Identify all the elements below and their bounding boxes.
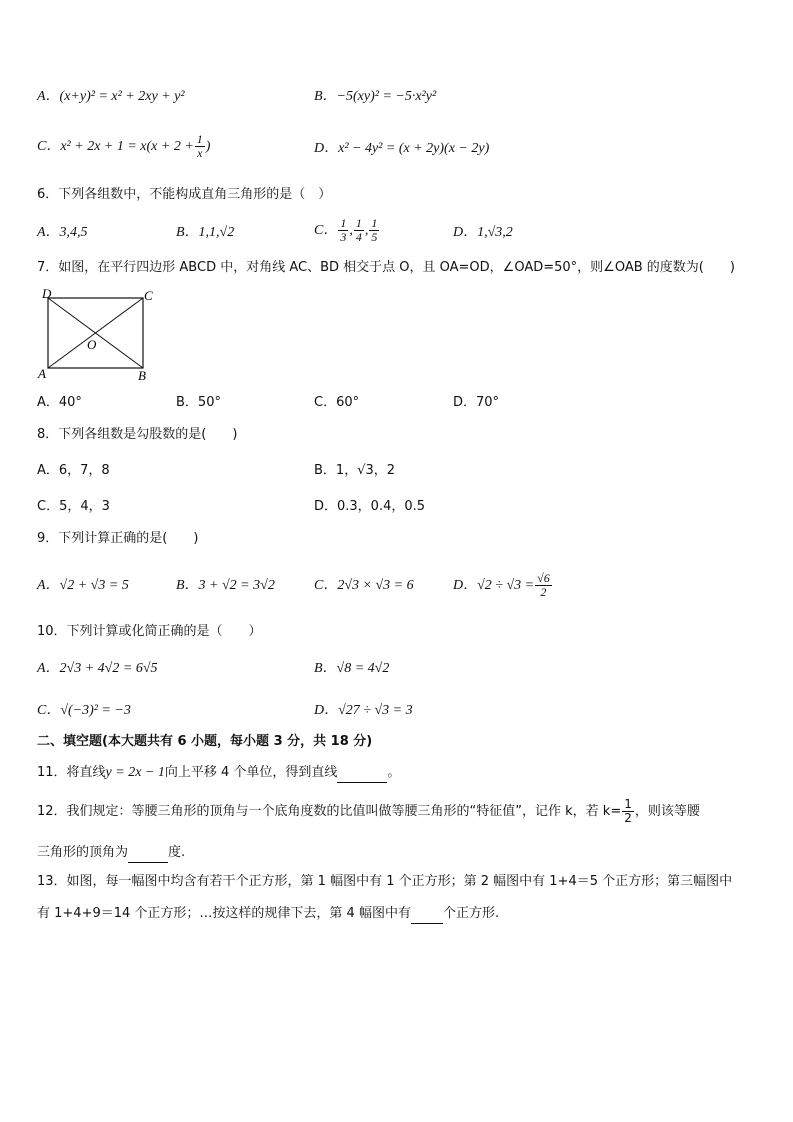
- q11-line-equation: y = 2x − 1: [105, 765, 165, 780]
- q9-option-c: C．2√3 × √3 = 6: [314, 578, 414, 593]
- q6-option-c-label: C．: [314, 223, 338, 238]
- q9-option-a: A．√2 + √3 = 5: [37, 578, 129, 593]
- vertex-label-b: B: [138, 368, 146, 383]
- q10-option-d: D．√27 ÷ √3 = 3: [314, 703, 413, 718]
- q7-option-a: A．40°: [37, 395, 82, 410]
- q11-end: 。: [387, 765, 401, 780]
- q7-option-b: B．50°: [176, 395, 221, 410]
- vertex-label-c: C: [144, 288, 153, 303]
- q11-answer-blank: [337, 764, 387, 783]
- q12-answer-blank: [128, 844, 168, 863]
- fraction-denominator: 5: [371, 230, 378, 245]
- q9-option-d-fraction: [535, 572, 552, 599]
- q11-pre: 11．将直线: [37, 765, 106, 780]
- q12-line-2-pre: 三角形的顶角为: [37, 845, 129, 860]
- q6-fraction-2: [354, 217, 364, 244]
- q11-text: [37, 764, 400, 783]
- q7-parallelogram-figure: [34, 286, 160, 384]
- q8-option-c: C．5，4，3: [37, 499, 110, 514]
- fraction-numerator: 1: [355, 216, 362, 231]
- q9-option-b: B．3 + √2 = 3√2: [176, 578, 275, 593]
- q6-stem: 6．下列各组数中，不能构成直角三角形的是（ ）: [37, 187, 332, 202]
- vertex-label-a: A: [38, 366, 46, 381]
- q13-line-2-post: 个正方形.: [442, 906, 500, 921]
- q6-option-d: D．1,√3,2: [453, 225, 513, 240]
- fraction-numerator: 1: [196, 132, 203, 147]
- q12-line-1: [37, 796, 700, 828]
- q13-line-2-pre: 有 1+4+9＝14 个正方形；…按这样的规律下去，第 4 幅图中有: [37, 906, 411, 921]
- fraction-numerator: 1: [624, 797, 632, 811]
- q6-fraction-1: [338, 217, 348, 244]
- q12-text: 12．我们规定：等腰三角形的顶角与一个底角度数的比值叫做等腰三角形的“特征值”，记作 k，若 k=: [37, 804, 622, 819]
- q12-k-fraction: [622, 798, 634, 825]
- q8-option-d: D．0.3，0.4，0.5: [314, 499, 426, 514]
- fraction-numerator: 1: [340, 216, 347, 231]
- q9-option-d: [453, 566, 553, 606]
- q10-option-a: A．2√3 + 4√2 = 6√5: [37, 661, 158, 676]
- fraction-denominator: 3: [340, 230, 347, 245]
- q13-line-2: [37, 905, 499, 924]
- center-label-o: O: [87, 337, 97, 352]
- vertex-label-d: D: [42, 286, 52, 301]
- q10-option-b: B．√8 = 4√2: [314, 661, 390, 676]
- fraction-denominator: 2: [624, 811, 632, 825]
- q8-stem: 8．下列各组数是勾股数的是( ): [37, 427, 238, 442]
- section-2-heading: 二、填空题(本大题共有 6 小题，每小题 3 分，共 18 分): [37, 734, 373, 749]
- q7-stem: 7．如图，在平行四边形 ABCD 中，对角线 AC、BD 相交于点 O，且 OA=OD，∠OAD=50°，则∠OAB 的度数为( ): [37, 260, 735, 275]
- q7-option-c: C．60°: [314, 395, 360, 410]
- q5-option-a: A．(x+y)² = x² + 2xy + y²: [37, 89, 185, 104]
- fraction-denominator: 2: [540, 585, 547, 600]
- q11-post: 向上平移 4 个单位，得到直线: [164, 765, 338, 780]
- q6-option-a: A．3,4,5: [37, 225, 88, 240]
- q6-option-b: B．1,1,√2: [176, 225, 235, 240]
- fraction-numerator: 1: [371, 216, 378, 231]
- q8-option-b: B．1，√3，2: [314, 463, 396, 478]
- q5-option-b: B．−5(xy)² = −5·x²y²: [314, 89, 437, 104]
- q9-option-d-label: D．√2 ÷ √3 =: [453, 578, 535, 593]
- q10-option-c: C．√(−3)² = −3: [37, 703, 131, 718]
- q5-option-c-close: ): [205, 139, 211, 154]
- q5-option-c: [37, 132, 210, 162]
- q12-text-end: ，则该等腰: [634, 804, 700, 819]
- fraction-numerator: √6: [537, 571, 550, 586]
- q12-line-2: [37, 844, 185, 863]
- q5-option-d: D．x² − 4y² = (x + 2y)(x − 2y): [314, 141, 490, 156]
- q5-option-c-label: C．: [37, 139, 61, 154]
- q13-answer-blank: [411, 905, 443, 924]
- q6-fraction-3: [369, 217, 379, 244]
- q5-option-c-fraction: [195, 133, 205, 160]
- q10-stem: 10．下列计算或化简正确的是（ ）: [37, 624, 262, 639]
- q8-option-a: A．6，7，8: [37, 463, 110, 478]
- fraction-denominator: 4: [355, 230, 362, 245]
- fraction-denominator: x: [197, 146, 203, 161]
- q12-line-2-post: 度.: [168, 845, 186, 860]
- q7-option-d: D．70°: [453, 395, 500, 410]
- q5-option-c-expr: x² + 2x + 1 = x(x + 2 +: [60, 139, 194, 154]
- q13-line-1: 13．如图，每一幅图中均含有若干个正方形，第 1 幅图中有 1 个正方形；第 2 幅图中有 1+4＝5 个正方形；第三幅图中: [37, 874, 733, 889]
- q6-option-c: C． $\frac{1}{3}$ , $\frac{1}{4}$ , $\frac{1}{5}$: [314, 216, 378, 245]
- q9-stem: 9．下列计算正确的是( ): [37, 531, 199, 546]
